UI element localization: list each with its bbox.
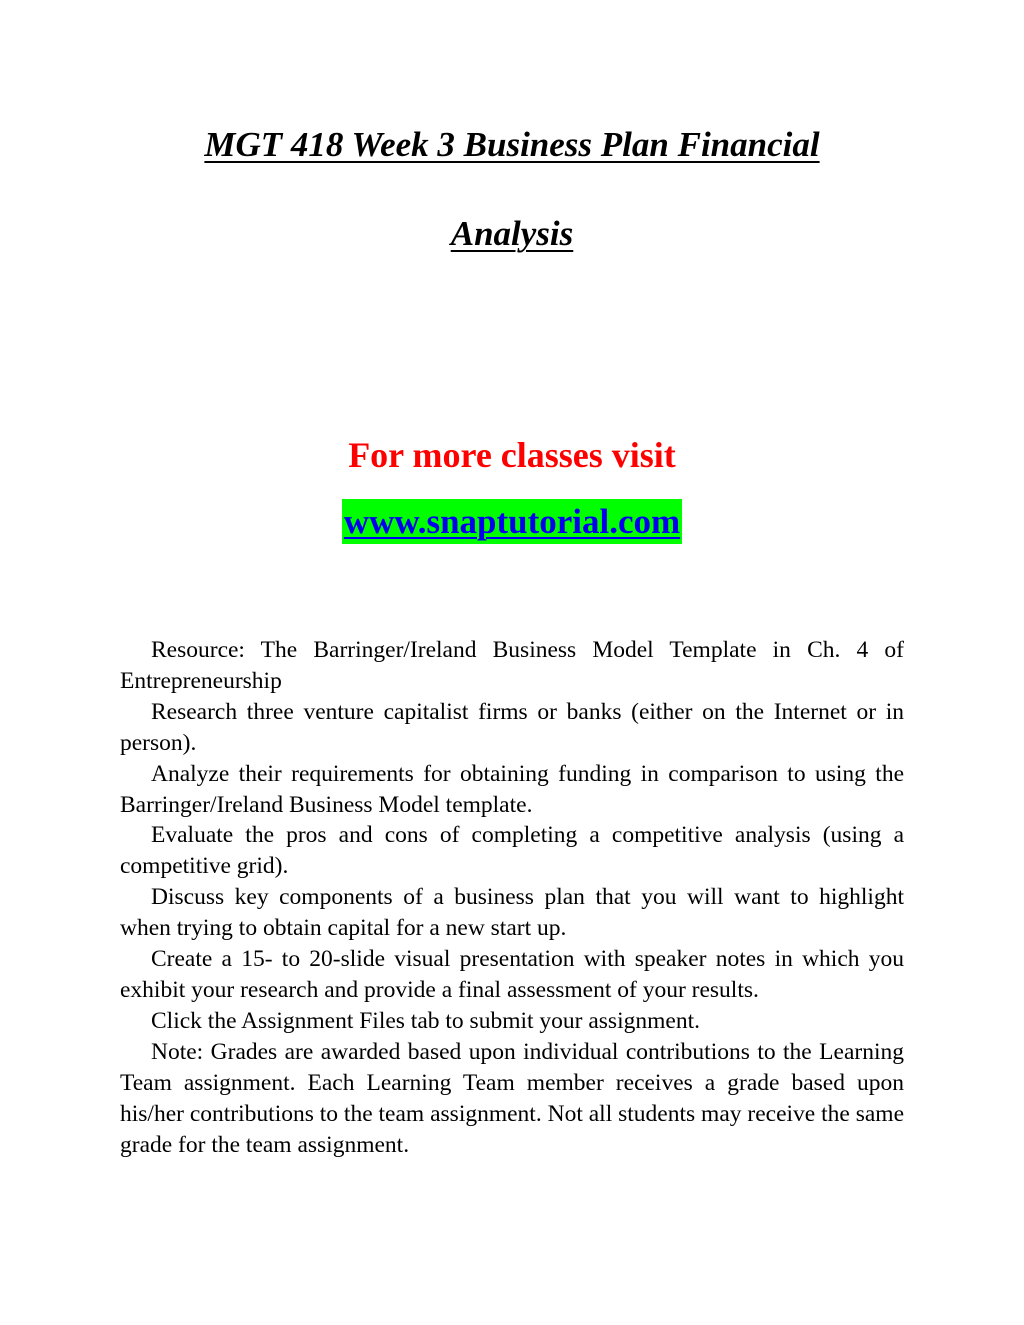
paragraph-evaluate: Evaluate the pros and cons of completing a competitive analysis (using a competitive grid). [120, 822, 904, 880]
paragraph-discuss: Discuss key components of a business plan that you will want to highlight when trying to obtain capital for a new start up. [120, 884, 904, 942]
paragraph-create: Create a 15- to 20-slide visual presentation with speaker notes in which you exhibit your research and provide a final assessment of your results. [120, 946, 904, 1003]
paragraph-analyze: Analyze their requirements for obtaining funding in comparison to using the Barringer/Ireland Business Model template. [120, 760, 904, 818]
assignment-instructions [120, 635, 904, 1160]
promo-link-container [0, 499, 1024, 544]
paragraph-research: Research three venture capitalist firms or banks (either on the Internet or in person). [120, 698, 904, 756]
document-title-line-1: MGT 418 Week 3 Business Plan Financial [204, 125, 820, 164]
paragraph-resource: Resource: The Barringer/Ireland Business Model Template in Ch. 4 of Entrepreneurship [120, 637, 904, 694]
snaptutorial-link[interactable]: www.snaptutorial.com [342, 499, 682, 544]
paragraph-note: Note: Grades are awarded based upon individual contributions to the Learning Team assignment. Each Learning Team member receives a grade based upon his/her contributions to the team assignment. Not all students may receive the same grade for the team assignment. [120, 1038, 904, 1158]
document-title-line-2: Analysis [450, 214, 574, 253]
paragraph-submit: Click the Assignment Files tab to submit your assignment. [151, 1007, 700, 1034]
promo-text: For more classes visit [348, 435, 676, 475]
